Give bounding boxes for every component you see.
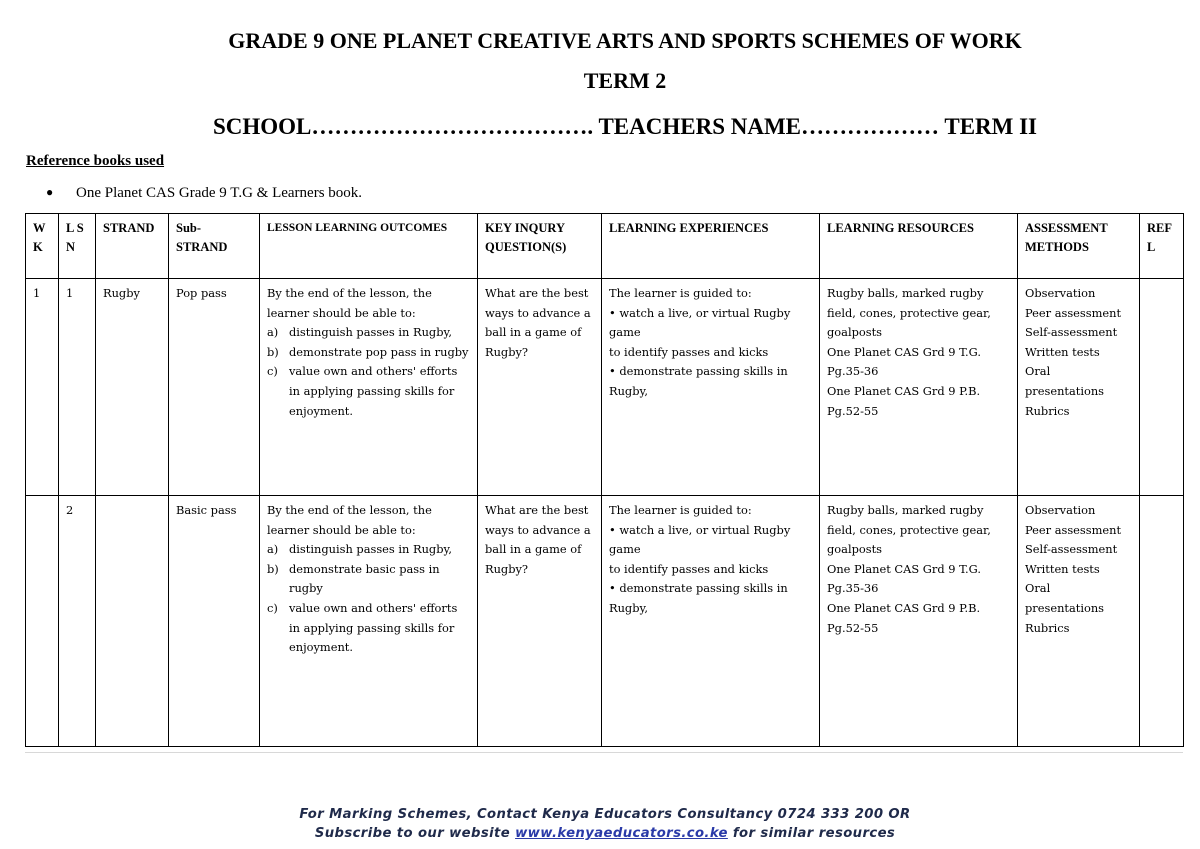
bullet-icon: ● (46, 185, 54, 199)
header-lsn: L S N (59, 214, 96, 279)
header-substrand: Sub- STRAND (169, 214, 260, 279)
header-refl: REF L (1140, 214, 1184, 279)
cell-lsn: 2 (59, 496, 96, 747)
cell-assessment: Observation Peer assessment Self-assessment Written tests Oral presentations Rubrics (1018, 496, 1140, 747)
cell-wk: 1 (26, 279, 59, 496)
header-outcomes: LESSON LEARNING OUTCOMES (260, 214, 478, 279)
footer-contact-line: For Marking Schemes, Contact Kenya Educators Consultancy 0724 333 200 OR (299, 807, 911, 822)
list-item: b) demonstrate basic pass in rugby (267, 561, 440, 596)
table-row (26, 279, 1184, 496)
list-item: a) distinguish passes in Rugby, (267, 325, 453, 340)
cell-resources: Rugby balls, marked rugby field, cones, protective gear, goalposts One Planet CAS Grd 9 T.G. Pg.35-36 One Planet CAS Grd 9 P.B. Pg.52-55 (820, 496, 1018, 747)
outcomes-intro: By the end of the lesson, the learner should be able to: (267, 503, 432, 537)
outcomes-list (267, 323, 470, 421)
table-header-row (26, 214, 1184, 279)
cell-experiences: The learner is guided to: • watch a live, or virtual Rugby game to identify passes and kicks • demonstrate passing skills in Rugby, (602, 496, 820, 747)
cell-inquiry: What are the best ways to advance a ball in a game of Rugby? (478, 279, 602, 496)
outcomes-intro: By the end of the lesson, the learner should be able to: (267, 286, 432, 320)
school-teacher-line: SCHOOL………………………………. TEACHERS NAME……………… TERM II (212, 114, 1038, 139)
cell-outcomes (260, 496, 478, 747)
cell-lsn: 1 (59, 279, 96, 496)
cell-outcomes (260, 279, 478, 496)
list-item: a) distinguish passes in Rugby, (267, 542, 453, 557)
footer-divider (25, 752, 1183, 753)
header-wk: W K (26, 214, 59, 279)
list-item: c) value own and others' efforts in applying passing skills for enjoyment. (267, 600, 458, 655)
cell-substrand: Pop pass (169, 279, 260, 496)
header-strand: STRAND (96, 214, 169, 279)
document-title: GRADE 9 ONE PLANET CREATIVE ARTS AND SPORTS SCHEMES OF WORK (228, 28, 1022, 53)
cell-refl (1140, 279, 1184, 496)
cell-resources: Rugby balls, marked rugby field, cones, protective gear, goalposts One Planet CAS Grd 9 T.G. Pg.35-36 One Planet CAS Grd 9 P.B. Pg.52-55 (820, 279, 1018, 496)
cell-strand: Rugby (96, 279, 169, 496)
cell-refl (1140, 496, 1184, 747)
header-inquiry: KEY INQURY QUESTION(S) (478, 214, 602, 279)
table-row (26, 496, 1184, 747)
list-item: c) value own and others' efforts in applying passing skills for enjoyment. (267, 364, 458, 418)
cell-substrand: Basic pass (169, 496, 260, 747)
outcomes-list (267, 540, 470, 658)
cell-experiences: The learner is guided to: • watch a live, or virtual Rugby game to identify passes and kicks • demonstrate passing skills in Rugby, (602, 279, 820, 496)
cell-wk (26, 496, 59, 747)
website-link[interactable]: www.kenyaeducators.co.ke (515, 826, 728, 841)
cell-strand (96, 496, 169, 747)
cell-assessment: Observation Peer assessment Self-assessment Written tests Oral presentations Rubrics (1018, 279, 1140, 496)
schemes-of-work-table (25, 213, 1184, 747)
term-heading: TERM 2 (583, 68, 667, 93)
header-experiences: LEARNING EXPERIENCES (602, 214, 820, 279)
list-item: b) demonstrate pop pass in rugby (267, 344, 469, 359)
header-assessment: ASSESSMENT METHODS (1018, 214, 1140, 279)
cell-inquiry: What are the best ways to advance a ball in a game of Rugby? (478, 496, 602, 747)
header-resources: LEARNING RESOURCES (820, 214, 1018, 279)
footer-subscribe-line: Subscribe to our website www.kenyaeducators.co.ke for similar resources (314, 826, 896, 841)
reference-book-text: One Planet CAS Grade 9 T.G & Learners book. (76, 185, 363, 201)
reference-books-heading: Reference books used (26, 153, 165, 169)
